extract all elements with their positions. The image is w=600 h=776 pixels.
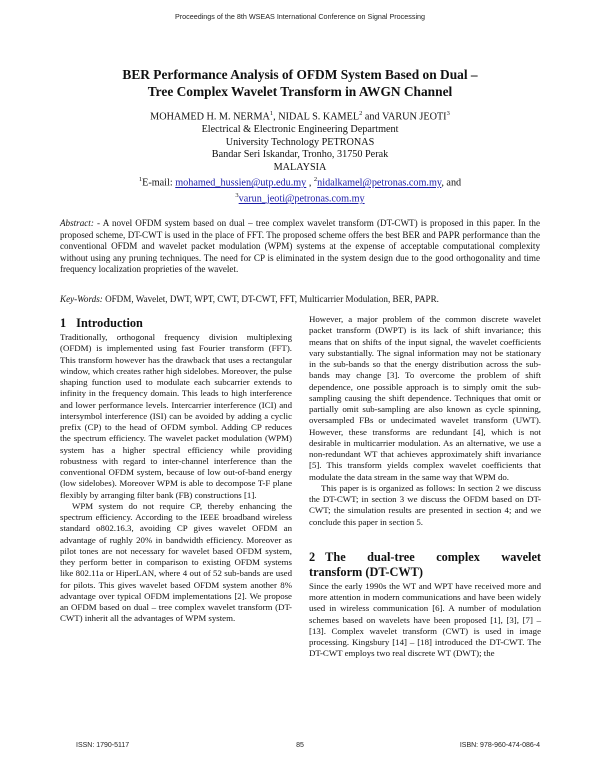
- right-column: [309, 314, 541, 660]
- abstract-text: A novel OFDM system based on dual – tree complex wavelet transform (DT-CWT) is proposed in this paper. In the proposed scheme, DT-CWT is used in the place of FFT. The proposed scheme offers the best BER and PAPR performance than the conventional OFDM and wavelet packet modulation (WPM) systems at the expense of acceptable computational complexity without using any pruning techniques. The need for CP is eliminated in the system design due to the good orthogonality and time frequency localization proprieties of the wavelet.: [60, 218, 541, 274]
- author-1: MOHAMED H. M. NERMA: [150, 111, 270, 123]
- author-2-sup: 2: [359, 110, 363, 117]
- left-column: [60, 316, 292, 625]
- keywords: [60, 294, 540, 306]
- keywords-label: Key-Words:: [60, 294, 103, 304]
- paper-title: [40, 66, 560, 100]
- abstract: [60, 218, 540, 276]
- page-number: 85: [296, 742, 304, 749]
- author-2: NIDAL S. KAMEL: [278, 111, 360, 123]
- author-names: MOHAMED H. M. NERMA$^1$, NIDAL S. KAMEL$^2$ and VARUN JEOTI$^3$: [150, 110, 450, 123]
- email-and: , and: [441, 177, 462, 189]
- section-2-heading: [309, 550, 541, 580]
- affiliation-university: University Technology PETRONAS: [225, 136, 375, 148]
- and-word: and: [364, 111, 380, 123]
- title-line-1: BER Performance Analysis of OFDM System Based on Dual –: [122, 67, 478, 82]
- email-comma: ,: [308, 177, 312, 189]
- email-1-sup: 1: [138, 176, 143, 184]
- email-link-1[interactable]: mohamed_hussien@utp.edu.my: [175, 177, 307, 189]
- section-1-paragraph-1: Traditionally, orthogonal frequency division multiplexing (OFDM) is implemented using fast Fourier transform (FFT). This transform however has the drawback that uses a rectangular window, which creates rather high sidelobes. Moreover, the pulse shaping function used to modulate each subcarrier extends to infinity in the frequency domain. This leads to high interference and lower performance levels. Intercarrier interference (ICI) and intersymbol interference (ISI) can be avoided by adding a cyclic prefix (CP) to the head of OFDM symbol. Adding CP reduces the spectrum efficiency. The wavelet packet modulation (WPM) system has a higher spectral efficiency while providing robustness with regard to inter-channel interference than the conventional OFDM system, because of low out-of-band energy (low sidelobes). Moreover WPM is able to decompose T-F plane flexibly by arranging filter bank (FB) constructions [1].: [60, 332, 292, 500]
- proceedings-header: Proceedings of the 8th WSEAS International Conference on Signal Processing: [174, 12, 426, 21]
- email-2-sup: 2: [313, 176, 318, 184]
- email-3-sup: 3: [235, 192, 239, 200]
- author-1-sup: 1: [269, 110, 274, 117]
- abstract-label: Abstract: -: [60, 218, 101, 228]
- email-link-3[interactable]: varun_jeoti@petronas.com.my: [238, 193, 365, 205]
- affiliation-address: Bandar Seri Iskandar, Tronho, 31750 Perak: [211, 149, 389, 161]
- section-2-paragraph-1: Since the early 1990s the WT and WPT have received more and more attention in modern communications and have been widely used in wireless communication [6]. A number of modulation schemes based on wavelets have been proposed [1], [3], [7] – [13]. Complex wavelet transform (CWT) is used in image processing. Kingsbury [14] – [18] introduced the DT-CWT. The DT-CWT employs two real discrete WT (DWT); the: [309, 580, 541, 659]
- author-3-sup: 3: [446, 110, 450, 117]
- section-1-paragraph-2: WPM system do not require CP, thereby enhancing the spectrum efficiency. According to the IEEE broadband wireless standard o802.16.3, avoiding CP gives wavelet OFDM an advantage of rughly 20% in bandwidth efficiency. Moreover as pilot tones are not necessary for wavelet based OFDM system, they perform better in comparison to existing OFDM systems like 802.11a or HiperLAN, where 4 out of 52 sub-bands are used for pilots. This gives wavelet based OFDM system another 8% advantage over typical OFDM implementations [2]. We propose an OFDM based on dual – tree complex wavelet transform (DT-CWT) inherit all the advantages of WPM system.: [60, 500, 292, 624]
- email-label: E-mail:: [142, 177, 173, 189]
- keywords-text: OFDM, Wavelet, DWT, WPT, CWT, DT-CWT, FFT, Multicarrier Modulation, BER, PAPR.: [105, 294, 439, 304]
- section-1-title: Introduction: [76, 316, 143, 330]
- email-link-2[interactable]: nidalkamel@petronas.com.my: [317, 177, 442, 189]
- affiliation-dept: Electrical & Electronic Engineering Department: [201, 123, 399, 135]
- section-1-heading: [60, 316, 292, 331]
- author-block: [40, 108, 560, 206]
- section-1-paragraph-4: This paper is is organized as follows: In section 2 we discuss the DT-CWT; in section 3 we discuss the OFDM based on DT-CWT; the simulation results are presented in section 4; and we conclude this paper in section 5.: [309, 482, 541, 527]
- section-2-title: The dual-tree complex wavelet transform (DT-CWT): [309, 549, 541, 579]
- email-line: [40, 174, 560, 190]
- footer-issn: ISSN: 1790-5117: [76, 742, 130, 749]
- affiliation-country: MALAYSIA: [273, 161, 327, 173]
- section-2-number: 2: [309, 549, 316, 564]
- footer-isbn: ISBN: 978-960-474-086-4: [459, 742, 540, 749]
- email-line-2: [40, 190, 560, 206]
- section-1-paragraph-3: However, a major problem of the common discrete wavelet packet transform (DWPT) is its lack of shift invariance; this means that on shifts of the input signal, the wavelet coefficients vary substantially. The signal information may not be stationary in the sub-bands so that the energy distribution across the sub-bands may change [3]. To overcome the problem of shift dependence, one possible approach is to simply omit the sub-sampling causing the shift dependence. Techniques that omit or partially omit sub-sampling are also known as cycle spinning, oversampled FBs or undecimated wavelet transform (UWT). However, these transforms are redundant [4], which is not desirable in multicarrier modulation. As an alternative, we use a non-redundant WT that achieves approximately shift invariance [5]. This transform yields complex wavelet coefficients that modulate the data stream in the same way that WPM do.: [309, 314, 541, 482]
- author-3: VARUN JEOTI: [381, 111, 447, 123]
- title-line-2: Tree Complex Wavelet Transform in AWGN Channel: [147, 84, 453, 99]
- section-1-number: 1: [60, 316, 67, 330]
